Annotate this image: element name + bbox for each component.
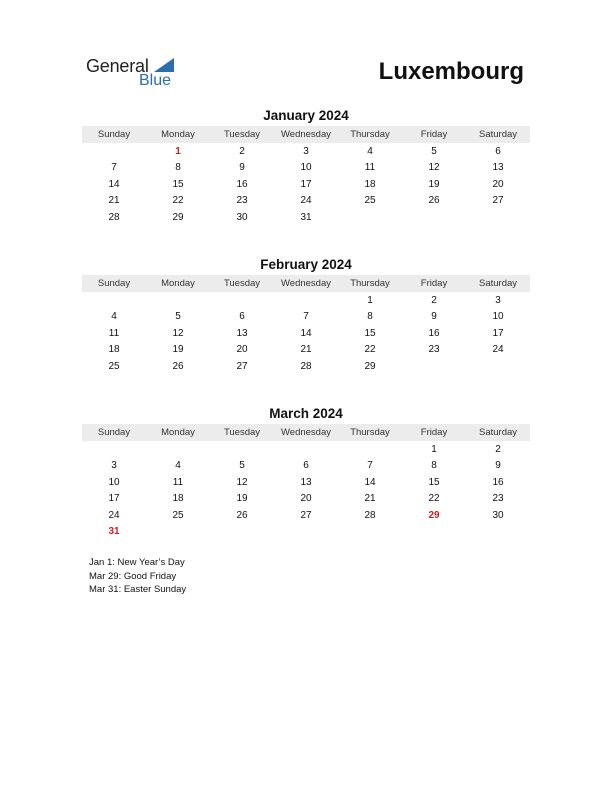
week-row — [82, 474, 530, 491]
day-cell: 18 — [108, 344, 120, 356]
day-cell: 6 — [239, 311, 245, 323]
day-cell: 13 — [300, 476, 312, 488]
day-cell: 8 — [431, 460, 437, 472]
month-calendar — [82, 256, 530, 375]
day-cell: 8 — [175, 162, 181, 174]
day-cell: 24 — [492, 344, 504, 356]
day-cell: 14 — [364, 476, 376, 488]
day-cell: 19 — [428, 178, 440, 190]
day-cell: 27 — [236, 360, 248, 372]
logo-triangle-icon — [154, 58, 174, 72]
day-cell: 24 — [300, 195, 312, 207]
day-cell: 22 — [172, 195, 184, 207]
day-cell: 21 — [108, 195, 120, 207]
week-row — [82, 176, 530, 193]
day-cell: 10 — [108, 476, 120, 488]
month-title: February 2024 — [260, 257, 352, 272]
week-row — [82, 160, 530, 177]
day-cell: 9 — [431, 311, 437, 323]
week-row — [82, 193, 530, 210]
day-cell: 31 — [300, 211, 312, 223]
month-title: January 2024 — [263, 108, 349, 123]
weekday-label: Sunday — [97, 427, 131, 438]
day-cell: 3 — [495, 294, 501, 306]
weekday-label: Tuesday — [223, 278, 261, 289]
day-cell: 11 — [172, 476, 184, 488]
week-row — [82, 292, 530, 309]
weekday-label: Friday — [420, 278, 448, 289]
day-cell: 11 — [108, 327, 120, 339]
day-cell: 1 — [431, 443, 437, 455]
weekday-label: Sunday — [97, 129, 131, 140]
week-row — [82, 458, 530, 475]
day-cell: 3 — [303, 145, 309, 157]
day-cell: 16 — [428, 327, 440, 339]
day-cell: 11 — [364, 162, 376, 174]
day-cell: 16 — [236, 178, 248, 190]
day-cell: 6 — [495, 145, 501, 157]
holiday-note: Mar 29: Good Friday — [89, 570, 177, 582]
weekday-header — [82, 424, 530, 441]
week-row — [82, 209, 530, 226]
weekday-label: Sunday — [97, 278, 131, 289]
day-cell: 25 — [108, 360, 120, 372]
day-cell: 20 — [300, 493, 312, 505]
day-cell: 10 — [300, 162, 312, 174]
weekday-label: Thursday — [350, 427, 390, 438]
weekday-header — [82, 126, 530, 143]
day-cell: 14 — [108, 178, 120, 190]
holiday-note: Mar 31: Easter Sunday — [89, 584, 187, 595]
weekday-label: Wednesday — [281, 427, 331, 438]
day-cell: 8 — [367, 311, 373, 323]
day-cell: 3 — [111, 460, 117, 472]
month-calendar — [82, 107, 530, 226]
day-cell: 29 — [364, 360, 376, 372]
day-cell: 1 — [367, 294, 373, 306]
holiday-day-cell: 29 — [428, 509, 440, 521]
weekday-label: Wednesday — [281, 278, 331, 289]
day-cell: 2 — [239, 145, 245, 157]
holiday-note: Jan 1: New Year’s Day — [89, 557, 185, 568]
weekday-label: Wednesday — [281, 129, 331, 140]
day-cell: 5 — [175, 311, 181, 323]
day-cell: 12 — [428, 162, 440, 174]
logo-word-blue: Blue — [139, 72, 172, 89]
holiday-day-cell: 31 — [108, 526, 120, 538]
day-cell: 14 — [300, 327, 312, 339]
weekday-label: Thursday — [350, 129, 390, 140]
day-cell: 6 — [303, 460, 309, 472]
weekday-label: Tuesday — [223, 129, 261, 140]
weekday-label: Thursday — [350, 278, 390, 289]
day-cell: 18 — [364, 178, 376, 190]
week-row — [82, 507, 530, 524]
day-cell: 30 — [236, 211, 248, 223]
day-cell: 30 — [492, 509, 504, 521]
day-cell: 28 — [108, 211, 120, 223]
day-cell: 22 — [428, 493, 440, 505]
day-cell: 24 — [108, 509, 120, 521]
weekday-label: Friday — [420, 129, 448, 140]
day-cell: 26 — [172, 360, 184, 372]
logo-word-general: General — [86, 56, 149, 76]
day-cell: 15 — [364, 327, 376, 339]
day-cell: 21 — [300, 344, 312, 356]
holiday-notes — [89, 556, 186, 597]
day-cell: 2 — [495, 443, 501, 455]
day-cell: 20 — [236, 344, 248, 356]
generalblue-logo — [86, 56, 186, 92]
week-row — [82, 358, 530, 375]
day-cell: 7 — [111, 162, 117, 174]
weekday-label: Saturday — [478, 278, 518, 289]
day-cell: 13 — [236, 327, 248, 339]
week-row — [82, 441, 530, 458]
day-cell: 27 — [492, 195, 504, 207]
day-cell: 13 — [492, 162, 504, 174]
week-row — [82, 325, 530, 342]
day-cell: 23 — [492, 493, 504, 505]
day-cell: 29 — [172, 211, 184, 223]
weekday-label: Friday — [420, 427, 448, 438]
weekday-label: Monday — [161, 427, 195, 438]
week-row — [82, 143, 530, 160]
week-row — [82, 309, 530, 326]
day-cell: 17 — [300, 178, 312, 190]
day-cell: 25 — [364, 195, 376, 207]
day-cell: 4 — [111, 311, 117, 323]
day-cell: 19 — [236, 493, 248, 505]
day-cell: 28 — [364, 509, 376, 521]
day-cell: 5 — [431, 145, 437, 157]
day-cell: 19 — [172, 344, 184, 356]
day-cell: 26 — [236, 509, 248, 521]
month-title: March 2024 — [269, 406, 343, 421]
weekday-label: Tuesday — [223, 427, 261, 438]
day-cell: 9 — [495, 460, 501, 472]
day-cell: 27 — [300, 509, 312, 521]
month-calendar — [82, 405, 530, 540]
day-cell: 7 — [303, 311, 309, 323]
day-cell: 4 — [367, 145, 373, 157]
day-cell: 17 — [492, 327, 504, 339]
holiday-day-cell: 1 — [175, 145, 181, 157]
weekday-label: Saturday — [478, 427, 518, 438]
day-cell: 18 — [172, 493, 184, 505]
weekday-header — [82, 275, 530, 292]
weekday-label: Monday — [161, 129, 195, 140]
day-cell: 23 — [428, 344, 440, 356]
day-cell: 10 — [492, 311, 504, 323]
day-cell: 7 — [367, 460, 373, 472]
day-cell: 12 — [172, 327, 184, 339]
country-title: Luxembourg — [378, 58, 524, 85]
day-cell: 17 — [108, 493, 120, 505]
day-cell: 15 — [172, 178, 184, 190]
week-row — [82, 342, 530, 359]
day-cell: 25 — [172, 509, 184, 521]
day-cell: 9 — [239, 162, 245, 174]
day-cell: 2 — [431, 294, 437, 306]
day-cell: 20 — [492, 178, 504, 190]
day-cell: 26 — [428, 195, 440, 207]
day-cell: 5 — [239, 460, 245, 472]
day-cell: 4 — [175, 460, 181, 472]
weekday-label: Monday — [161, 278, 195, 289]
day-cell: 21 — [364, 493, 376, 505]
weekday-label: Saturday — [478, 129, 518, 140]
day-cell: 16 — [492, 476, 504, 488]
week-row — [82, 524, 530, 541]
day-cell: 23 — [236, 195, 248, 207]
week-row — [82, 491, 530, 508]
day-cell: 12 — [236, 476, 248, 488]
day-cell: 28 — [300, 360, 312, 372]
day-cell: 15 — [428, 476, 440, 488]
day-cell: 22 — [364, 344, 376, 356]
